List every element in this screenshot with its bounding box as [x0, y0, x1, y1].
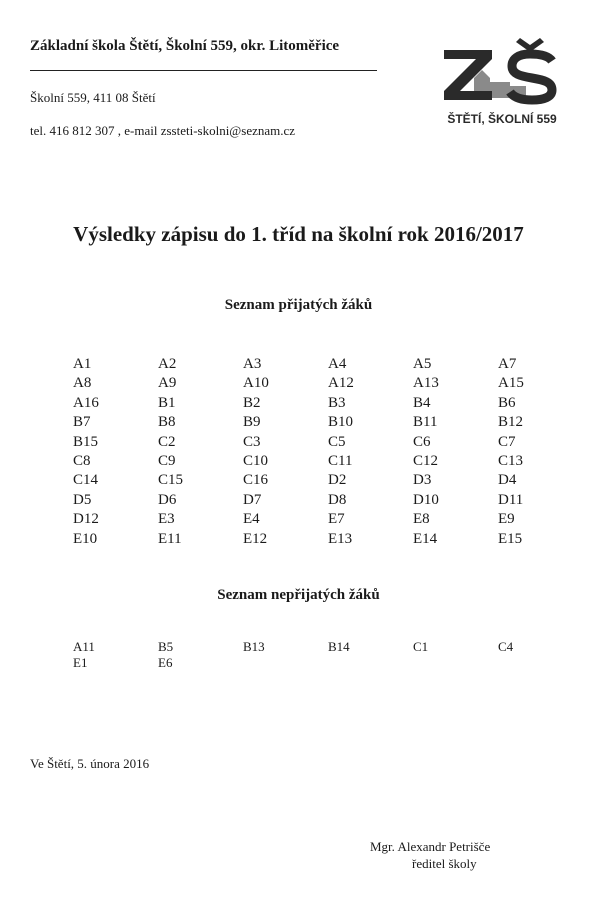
place-and-date: Ve Štětí, 5. února 2016 [30, 756, 150, 771]
student-code: C8 [73, 452, 91, 469]
school-logo [440, 36, 564, 132]
student-code: B4 [413, 394, 431, 411]
student-code: E8 [413, 511, 430, 528]
student-code: E1 [73, 655, 88, 670]
header-divider [30, 70, 377, 71]
student-code: E11 [158, 530, 182, 547]
signatory-name: Mgr. Alexandr Petrišče [370, 839, 491, 854]
student-code: C9 [158, 452, 176, 469]
school-address: Školní 559, 411 08 Štětí [30, 90, 156, 105]
student-code: B3 [328, 394, 346, 411]
student-code: B8 [158, 414, 176, 431]
student-code: A1 [73, 356, 92, 372]
student-code: A16 [73, 394, 99, 411]
student-code: C5 [328, 433, 346, 450]
student-code: E12 [243, 530, 268, 547]
logo-caption: ŠTĚTÍ, ŠKOLNÍ 559 [447, 112, 557, 126]
student-code: D8 [328, 491, 347, 508]
student-code: D2 [328, 472, 347, 489]
student-code: C10 [243, 452, 269, 469]
student-code: C12 [413, 452, 439, 469]
student-code: E4 [243, 511, 260, 528]
student-code: D3 [413, 472, 432, 489]
student-code: A15 [498, 375, 524, 392]
student-code: D5 [73, 491, 92, 508]
student-code: E6 [158, 655, 173, 670]
student-code: D10 [413, 491, 439, 508]
student-code: B10 [328, 414, 354, 431]
student-code: E10 [73, 530, 98, 547]
student-code: A4 [328, 356, 347, 372]
school-contact: tel. 416 812 307 , e-mail zssteti-skolni@seznam.cz [30, 123, 296, 138]
student-code: C13 [498, 452, 524, 469]
student-code: E13 [328, 530, 353, 547]
student-code: B14 [328, 639, 350, 654]
student-code: D7 [243, 491, 262, 508]
student-code: D6 [158, 491, 177, 508]
signatory-role: ředitel školy [412, 856, 477, 871]
student-code: C15 [158, 472, 184, 489]
student-code: B2 [243, 394, 261, 411]
rejected-codes-grid [73, 639, 583, 671]
student-code: C14 [73, 472, 99, 489]
student-code: A9 [158, 375, 177, 392]
student-code: B11 [413, 414, 438, 431]
student-code: C3 [243, 433, 261, 450]
zs-logo-icon [440, 36, 564, 112]
student-code: C7 [498, 433, 516, 450]
student-code: A2 [158, 356, 177, 372]
student-code: E14 [413, 530, 438, 547]
logo-letter-s [510, 54, 552, 100]
student-code: E15 [498, 530, 523, 547]
student-code: A12 [328, 375, 354, 392]
student-code: C16 [243, 472, 269, 489]
student-code: D4 [498, 472, 517, 489]
student-code: A7 [498, 356, 517, 372]
student-code: C2 [158, 433, 176, 450]
student-code: E3 [158, 511, 175, 528]
student-code: B15 [73, 433, 99, 450]
student-code: B6 [498, 394, 516, 411]
document-title: Výsledky zápisu do 1. tříd na školní rok 2016/2017 [73, 222, 524, 246]
student-code: E7 [328, 511, 345, 528]
student-code: B13 [243, 639, 265, 654]
student-code: D12 [73, 511, 99, 528]
student-code: D11 [498, 491, 524, 508]
student-code: A10 [243, 375, 269, 392]
student-code: C1 [413, 639, 429, 654]
rejected-list-heading: Seznam nepřijatých žáků [217, 587, 380, 603]
student-code: B12 [498, 414, 524, 431]
student-code: B7 [73, 414, 91, 431]
accepted-list-heading: Seznam přijatých žáků [224, 297, 373, 313]
student-code: A5 [413, 356, 432, 372]
student-code: C4 [498, 639, 514, 654]
school-name: Základní škola Štětí, Školní 559, okr. Litoměřice [30, 38, 340, 54]
student-code: B5 [158, 639, 174, 654]
student-code: A13 [413, 375, 439, 392]
student-code: C11 [328, 452, 353, 469]
student-code: E9 [498, 511, 515, 528]
student-code: C6 [413, 433, 431, 450]
student-code: A3 [243, 356, 262, 372]
student-code: A11 [73, 639, 95, 654]
accepted-codes-grid [73, 355, 583, 549]
student-code: B9 [243, 414, 261, 431]
student-code: A8 [73, 375, 92, 392]
student-code: B1 [158, 394, 176, 411]
